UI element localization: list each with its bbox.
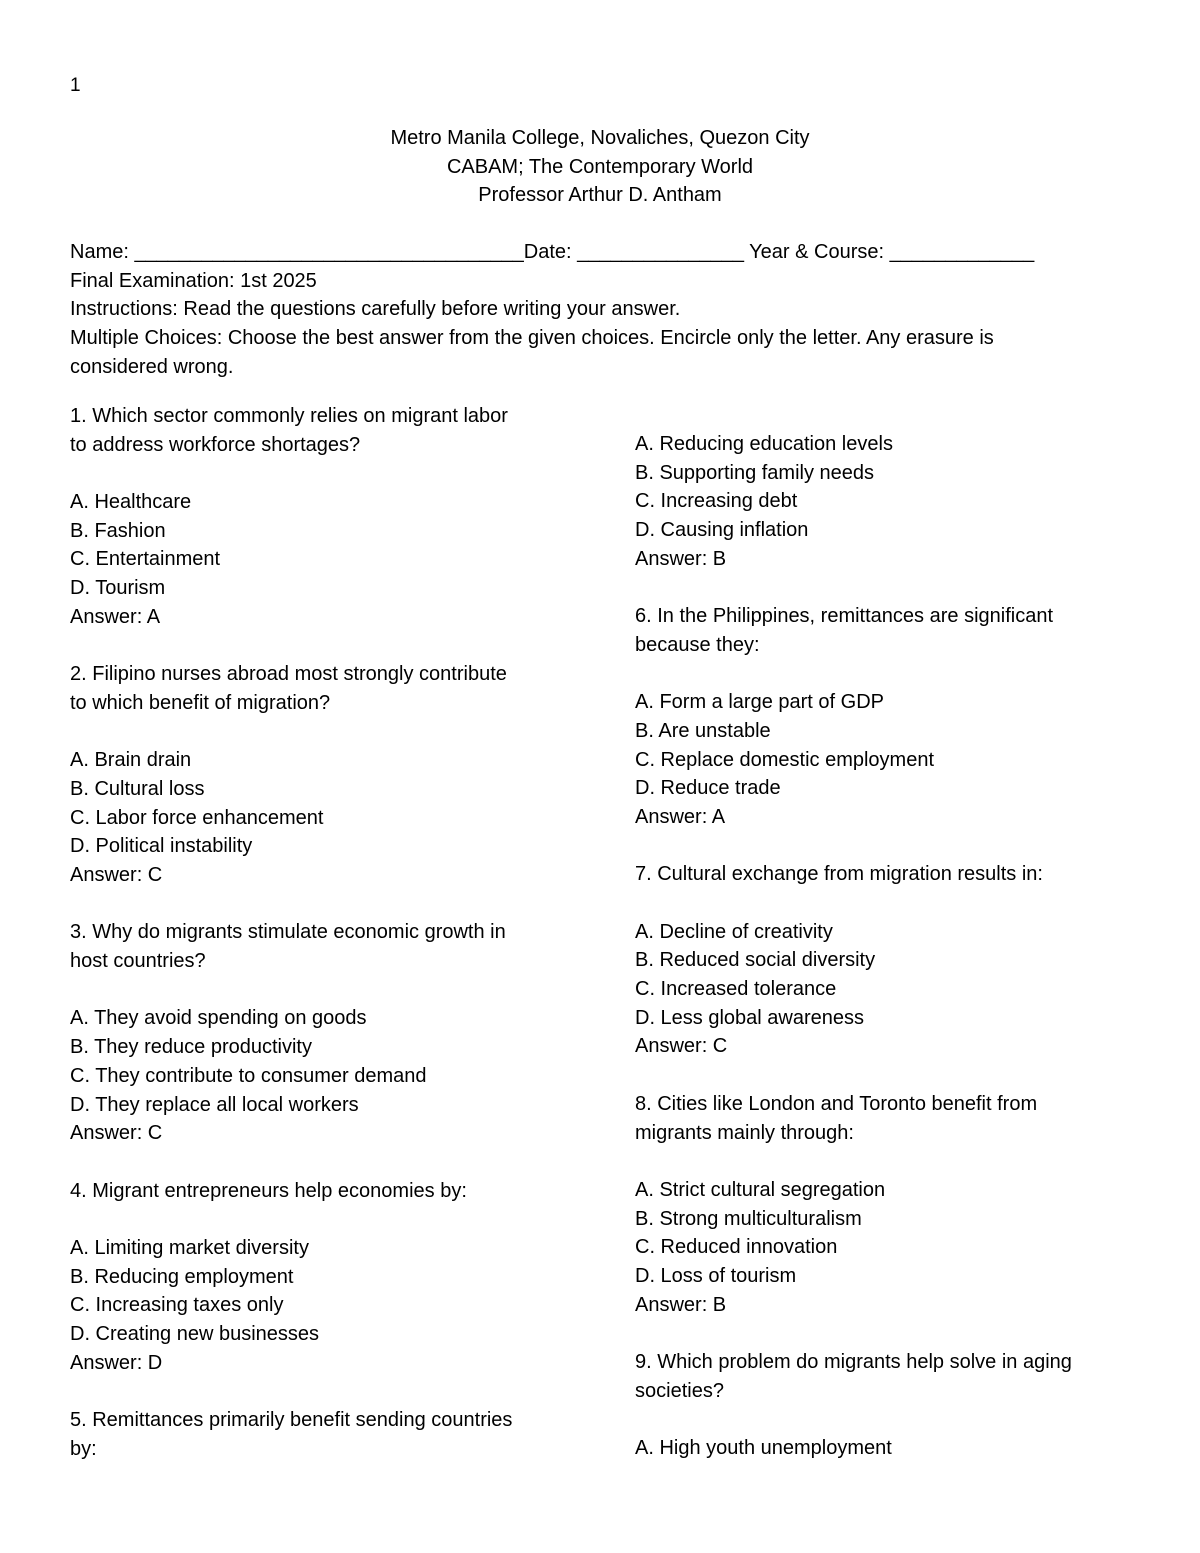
page-number: 1 (70, 75, 81, 96)
q2-choice-a: A. Brain drain (70, 749, 192, 772)
question-2: 2. Filipino nurses abroad most strongly contribute (70, 663, 507, 686)
question-8-cont: migrants mainly through: (635, 1121, 854, 1144)
q6-choice-b: B. Are unstable (635, 719, 771, 742)
q4-choice-d: D. Creating new businesses (70, 1323, 320, 1345)
q4-choice-b: B. Reducing employment (70, 1265, 294, 1288)
exam-title: Final Examination: 1st 2025 (70, 269, 317, 292)
q7-choice-c: C. Increased tolerance (635, 978, 837, 1001)
q5-choice-d: D. Causing inflation (635, 519, 809, 542)
q1-choice-c: C. Entertainment (70, 548, 221, 571)
question-7: 7. Cultural exchange from migration results in: (635, 863, 1043, 886)
multiple-choice-instructions: Multiple Choices: Choose the best answer from the given choices. Encircle only the letter. Any erasure is (70, 327, 994, 350)
q6-choice-d: D. Reduce trade (635, 777, 781, 800)
q5-choice-c: C. Increasing debt (635, 490, 798, 513)
exam-intro (70, 238, 1140, 381)
q2-choice-b: B. Cultural loss (70, 777, 205, 800)
q8-choice-b: B. Strong multiculturalism (635, 1207, 862, 1230)
left-column (70, 402, 570, 1463)
q2-answer: Answer: C (70, 864, 163, 886)
q1-choice-b: B. Fashion (70, 519, 166, 542)
q7-choice-d: D. Less global awareness (635, 1006, 865, 1029)
q4-answer: Answer: D (70, 1351, 163, 1374)
question-9: 9. Which problem do migrants help solve in aging (635, 1351, 1072, 1373)
question-9-cont: societies? (635, 1379, 724, 1402)
q5-answer: Answer: B (635, 547, 727, 570)
q9-choice-a: A. High youth unemployment (635, 1437, 892, 1460)
q5-choice-b: B. Supporting family needs (635, 461, 875, 484)
q6-choice-a: A. Form a large part of GDP (635, 691, 884, 714)
q8-answer: Answer: B (635, 1293, 727, 1316)
q6-answer: Answer: A (635, 805, 726, 828)
question-6: 6. In the Philippines, remittances are significant (635, 605, 1053, 628)
q3-choice-c: C. They contribute to consumer demand (70, 1064, 427, 1087)
question-1: 1. Which sector commonly relies on migrant labor (70, 405, 508, 427)
q3-choice-d: D. They replace all local workers (70, 1093, 359, 1116)
student-fields-line: Name: ___________________________________Date: _______________ Year & Course: _____________ (70, 241, 1035, 263)
question-5-cont: by: (70, 1437, 97, 1460)
question-6-cont: because they: (635, 633, 760, 656)
multiple-choice-instructions-cont: considered wrong. (70, 355, 234, 378)
q3-choice-b: B. They reduce productivity (70, 1036, 312, 1059)
q3-answer: Answer: C (70, 1122, 163, 1145)
q2-choice-c: C. Labor force enhancement (70, 806, 324, 829)
question-8: 8. Cities like London and Toronto benefit from (635, 1092, 1038, 1115)
q8-choice-a: A. Strict cultural segregation (635, 1178, 886, 1201)
question-5: 5. Remittances primarily benefit sending countries (70, 1409, 513, 1432)
q4-choice-c: C. Increasing taxes only (70, 1294, 284, 1317)
question-1-cont: to address workforce shortages? (70, 433, 361, 456)
document-header (0, 124, 1200, 210)
question-3-cont: host countries? (70, 950, 206, 973)
q1-answer: Answer: A (70, 605, 161, 628)
q7-choice-a: A. Decline of creativity (635, 920, 833, 943)
q7-choice-b: B. Reduced social diversity (635, 949, 876, 972)
q3-choice-a: A. They avoid spending on goods (70, 1007, 367, 1030)
right-column (635, 430, 1135, 1463)
q4-choice-a: A. Limiting market diversity (70, 1236, 309, 1259)
q8-choice-c: C. Reduced innovation (635, 1236, 838, 1259)
q7-answer: Answer: C (635, 1035, 728, 1058)
q8-choice-d: D. Loss of tourism (635, 1264, 797, 1287)
q5-choice-a: A. Reducing education levels (635, 433, 893, 455)
q6-choice-c: C. Replace domestic employment (635, 748, 935, 771)
q1-choice-a: A. Healthcare (70, 491, 192, 514)
instructions: Instructions: Read the questions carefully before writing your answer. (70, 298, 681, 321)
q1-choice-d: D. Tourism (70, 577, 166, 600)
question-3: 3. Why do migrants stimulate economic growth in (70, 921, 506, 944)
course-title: CABAM; The Contemporary World (446, 155, 754, 178)
question-2-cont: to which benefit of migration? (70, 691, 331, 714)
school-name: Metro Manila College, Novaliches, Quezon City (390, 127, 810, 149)
q2-choice-d: D. Political instability (70, 835, 253, 858)
question-4: 4. Migrant entrepreneurs help economies by: (70, 1179, 467, 1202)
professor-name: Professor Arthur D. Antham (478, 184, 722, 207)
